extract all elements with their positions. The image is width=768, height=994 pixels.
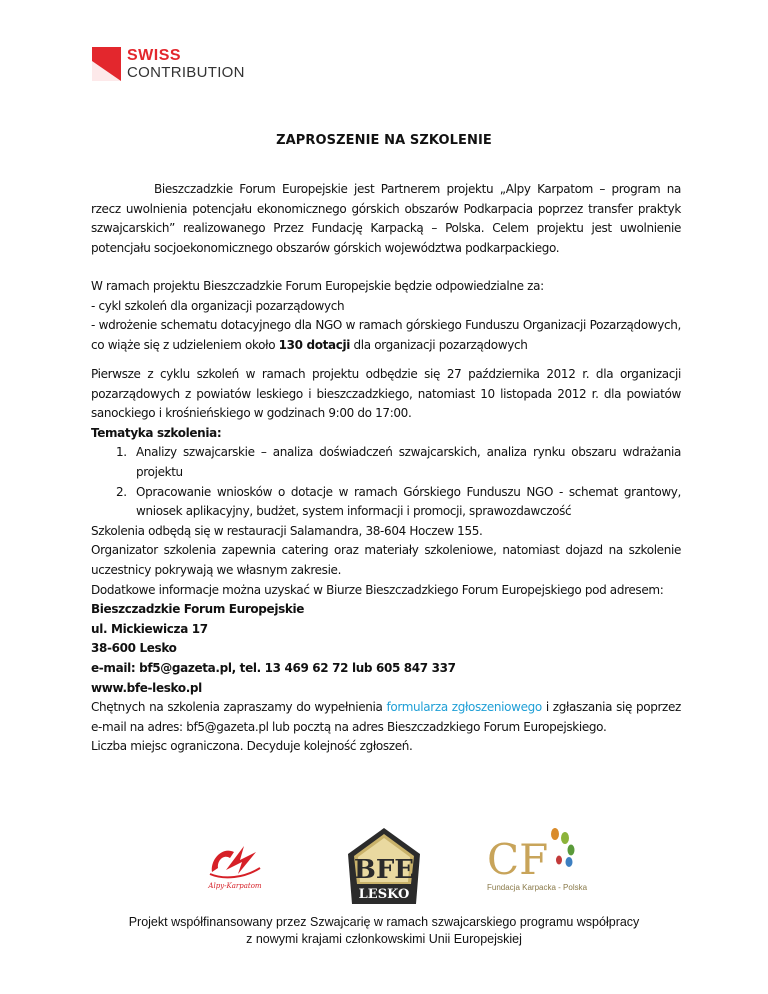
- responsibilities-section: [91, 277, 681, 355]
- contact-street: ul. Mickiewicza 17: [91, 621, 208, 636]
- footer-line-1: Projekt współfinansowany przez Szwajcarię w ramach szwajcarskiego programu współpracy: [128, 915, 640, 929]
- topics-heading: Tematyka szkolenia:: [91, 425, 222, 440]
- schedule-paragraph: Pierwsze z cyklu szkoleń w ramach projektu odbędzie się 27 października 2012 r. dla organizacji pozarządowych z powiatów leskiego i bieszczadzkiego, natomiast 10 listopada 2012 r. dla powiatów sanockiego i krośnieńskiego w godzinach 9:00 do 17:00.: [91, 367, 681, 421]
- responsibility-item-2: - wdrożenie schematu dotacyjnego dla NGO w ramach górskiego Funduszu Organizacji Pozarządowych, co wiąże się z udzieleniem około 130 dotacji dla organizacji pozarządowych: [91, 318, 681, 352]
- registration-form-link[interactable]: formularza zgłoszeniowego: [386, 700, 542, 715]
- contact-city: 38-600 Lesko: [91, 641, 177, 656]
- info-text: Dodatkowe informacje można uzyskać w Biurze Bieszczadzkiego Forum Europejskiego pod adresem:: [91, 582, 664, 597]
- intro-paragraph: Bieszczadzkie Forum Europejskie jest Partnerem projektu „Alpy Karpatom – program na rzecz uwolnienia potencjału ekonomicznego górskich obszarów Podkarpacia poprzez transfer praktyk szwajcarskich” realizowanego Przez Fundację Karpacką – Polska. Celem projektu jest uwolnienie potencjału socjoekonomicznego obszarów górskich województwa podkarpackiego.: [91, 182, 681, 255]
- cf-logo-letters: CF: [487, 835, 549, 884]
- swiss-logo-mark: [92, 47, 121, 81]
- catering-text: Organizator szkolenia zapewnia catering oraz materiały szkoleniowe, natomiast dojazd na szkolenie uczestnicy pokrywają we własnym zakresie.: [91, 543, 681, 577]
- alpy-cross-mark: [226, 846, 256, 874]
- alpy-swoosh-mark: [212, 851, 234, 872]
- topic-item-1: 1. Analizy szwajcarskie – analiza doświadczeń szwajcarskich, analiza rynku obszaru wdrażania projektu: [116, 445, 681, 479]
- bfe-logo-city: LESKO: [358, 887, 410, 902]
- responsibility-item-1: - cykl szkoleń dla organizacji pozarządowych: [91, 298, 345, 313]
- venue-text: Szkolenia odbędą się w restauracji Salamandra, 38-604 Hoczew 155.: [91, 523, 483, 538]
- grant-count: 130 dotacji: [278, 337, 351, 352]
- bfe-lesko-logo: [344, 826, 424, 906]
- footer-line-2: z nowymi krajami członkowskimi Unii Europejskiej: [246, 932, 522, 946]
- bfe-logo-letters: BFE: [353, 855, 415, 885]
- swiss-contribution-logo: [92, 47, 245, 81]
- topic-item-2: 2. Opracowanie wniosków o dotacje w ramach Górskiego Funduszu NGO - schemat grantowy, wniosek aplikacyjny, budżet, system informacji i promocji, sprawozdawczość: [116, 484, 681, 519]
- details-section: [91, 365, 681, 757]
- responsibilities-heading: W ramach projektu Bieszczadzkie Forum Europejskie będzie odpowiedzialne za:: [91, 279, 544, 293]
- fundacja-karpacka-logo: [483, 826, 593, 896]
- contact-org: Bieszczadzkie Forum Europejskie: [91, 602, 305, 617]
- swiss-logo-top: SWISS: [127, 47, 182, 64]
- registration-paragraph: Chętnych na szkolenia zapraszamy do wypełnienia formularza zgłoszeniowego i zgłaszania się poprzez e-mail na adres: bf5@gazeta.pl lub pocztą na adres Bieszczadzkiego Forum Europejskiego.: [91, 700, 681, 734]
- alpy-logo-text: Alpy-Karpatom: [208, 882, 262, 890]
- contact-website: www.bfe-lesko.pl: [91, 680, 202, 695]
- contact-email-phone: e-mail: bf5@gazeta.pl, tel. 13 469 62 72 lub 605 847 337: [91, 660, 456, 675]
- cf-logo-name: Fundacja Karpacka - Polska: [487, 883, 588, 892]
- limited-seats-text: Liczba miejsc ograniczona. Decyduje kolejność zgłoszeń.: [91, 739, 413, 754]
- footer: [0, 914, 768, 948]
- page-title: ZAPROSZENIE NA SZKOLENIE: [276, 133, 492, 148]
- swiss-logo-bottom: CONTRIBUTION: [127, 64, 245, 81]
- alpy-karpatom-logo: [200, 838, 270, 894]
